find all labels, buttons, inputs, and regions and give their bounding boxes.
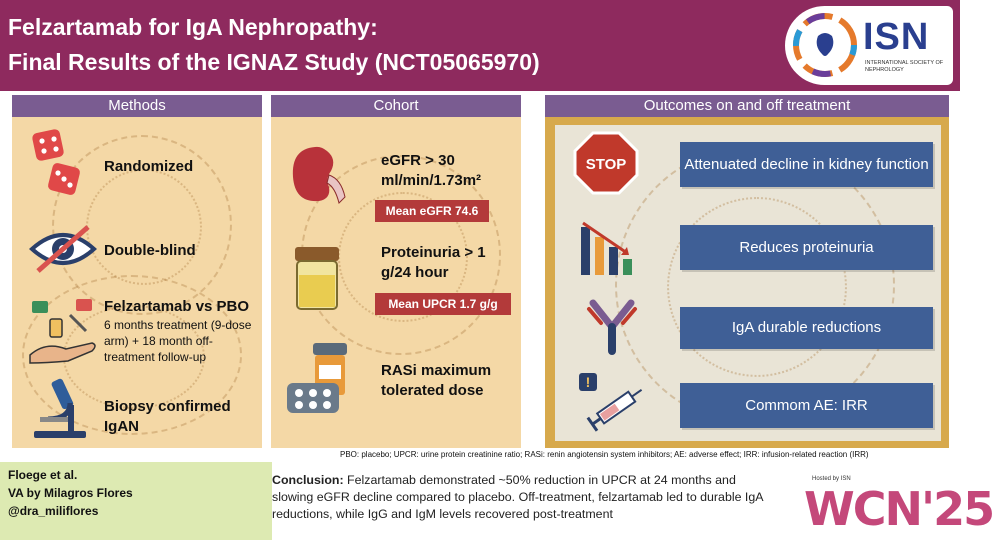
- isn-emblem-icon: [792, 12, 858, 78]
- pill-bottle-icon: [283, 341, 363, 417]
- dice-icon: [30, 129, 86, 201]
- method-double-blind: Double-blind: [104, 242, 196, 259]
- method-treatment-detail: 6 months treatment (9-dose arm) + 18 month off-treatment follow-up: [104, 318, 252, 364]
- methods-heading: Methods: [12, 95, 262, 117]
- method-biopsy: Biopsy confirmed IgAN: [104, 398, 231, 435]
- outcomes-panel: [545, 95, 949, 448]
- wcn-logo: [780, 462, 993, 540]
- page-title: [8, 10, 540, 80]
- footer-conclusion: [272, 462, 780, 540]
- credit-handle: @dra_miliflores: [8, 504, 99, 518]
- svg-text:!: !: [585, 374, 591, 390]
- outcome-common-ae: Commom AE: IRR: [680, 383, 933, 428]
- method-randomized: Randomized: [104, 158, 194, 175]
- header-banner: [0, 0, 960, 91]
- outcome-iga-reductions: IgA durable reductions: [680, 307, 933, 349]
- isn-logo-text: ISN: [863, 16, 930, 58]
- conclusion-label: Conclusion:: [272, 473, 344, 487]
- declining-bar-chart-icon: [577, 219, 643, 279]
- title-line-2: Final Results of the IGNAZ Study (NCT05065970): [8, 49, 540, 75]
- footer-credits: [0, 462, 272, 540]
- cohort-egfr-label: eGFR > 30 ml/min/1.73m²: [381, 152, 482, 189]
- conclusion-body: Felzartamab demonstrated ~50% reduction in UPCR at 24 months and slowing eGFR decline compared to placebo. Off-treatment, felzartamab led to durable IgA reductions, while IgG and IgM levels recovered post-treatment: [272, 473, 763, 521]
- stop-sign-icon: [573, 131, 639, 195]
- syringe-alert-icon: [577, 371, 649, 429]
- isn-logo: [785, 6, 953, 85]
- medication-hand-icon: [26, 297, 102, 367]
- egfr-mean-badge: Mean eGFR 74.6: [375, 200, 489, 222]
- outcome-kidney-function: Attenuated decline in kidney function: [680, 142, 933, 187]
- wcn-logo-text: WCN'25: [804, 482, 993, 536]
- cohort-rasi-label: RASi maximum tolerated dose: [381, 362, 492, 399]
- antibody-icon: [585, 297, 639, 355]
- credit-authors: Floege et al.: [8, 468, 78, 482]
- credit-visual-abstract: VA by Milagros Flores: [8, 486, 133, 500]
- urine-sample-icon: [289, 245, 345, 311]
- svg-text:STOP: STOP: [585, 156, 627, 173]
- upcr-mean-badge: Mean UPCR 1.7 g/g: [375, 293, 511, 315]
- conclusion-text: [272, 472, 772, 523]
- cohort-proteinuria-label: Proteinuria > 1 g/24 hour: [381, 244, 486, 281]
- credit-block: [8, 466, 133, 520]
- cohort-heading: Cohort: [271, 95, 521, 117]
- abbreviations-footnote: PBO: placebo; UPCR: urine protein creatinine ratio; RASi: renin angiotensin system inhibitors; AE: adverse effect; IRR: infusion-related reaction (IRR): [340, 450, 869, 459]
- wcn-hosted-text: Hosted by ISN: [812, 476, 851, 482]
- isn-logo-subtitle: INTERNATIONAL SOCIETY OF NEPHROLOGY: [865, 60, 944, 73]
- method-felzartamab-vs-pbo: Felzartamab vs PBO: [104, 298, 250, 315]
- microscope-icon: [30, 375, 90, 441]
- blind-eye-icon: [28, 221, 98, 277]
- title-line-1: Felzartamab for IgA Nephropathy:: [8, 14, 378, 40]
- kidney-icon: [285, 141, 351, 211]
- outcomes-inner: [555, 125, 941, 441]
- outcome-proteinuria: Reduces proteinuria: [680, 225, 933, 270]
- methods-panel: [12, 95, 262, 448]
- cohort-panel: [271, 95, 521, 448]
- outcomes-heading: Outcomes on and off treatment: [545, 95, 949, 117]
